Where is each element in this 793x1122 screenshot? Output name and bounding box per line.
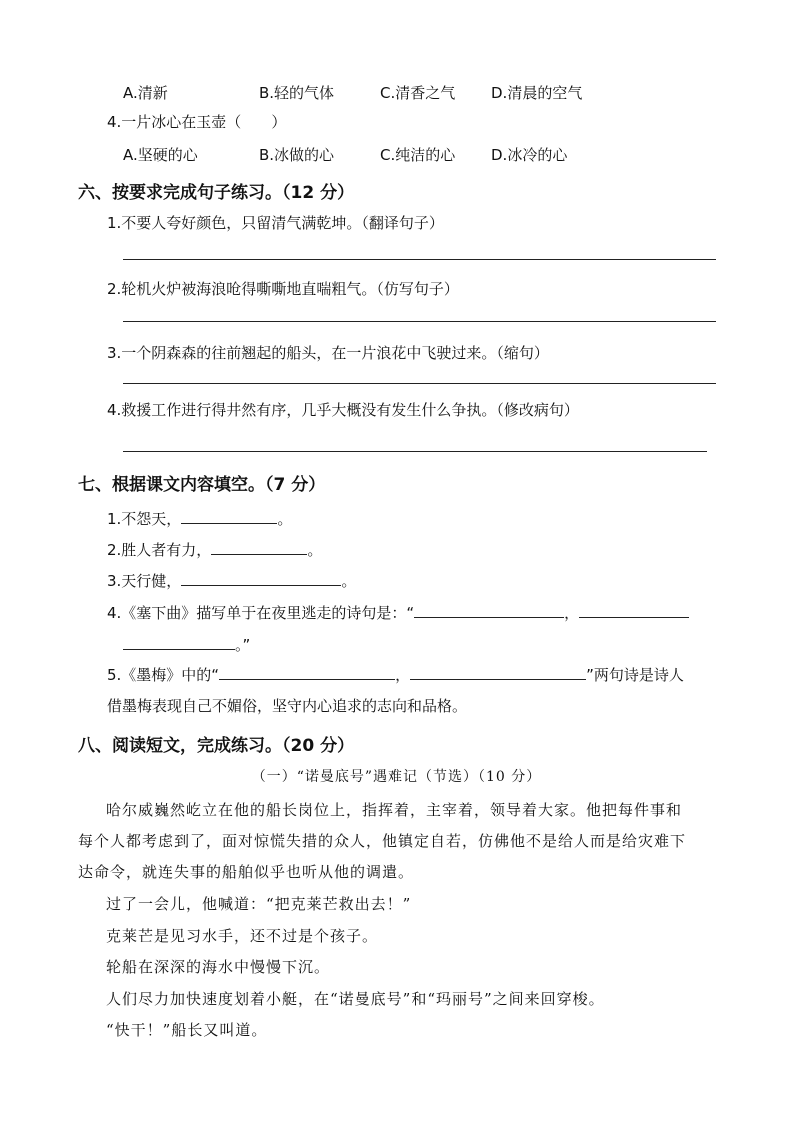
fill-blank[interactable] bbox=[414, 603, 564, 618]
q4-option-c: C.纯洁的心 bbox=[380, 146, 456, 164]
s7-item-5-cont: 借墨梅表现自己不媚俗，坚守内心追求的志向和品格。 bbox=[107, 697, 468, 715]
passage-line: 每个人都考虑到了，面对惊慌失措的众人，他镇定自若，仿佛他不是给人而是给灾难下 bbox=[78, 832, 687, 850]
s7-item-5 bbox=[107, 664, 684, 685]
q4-option-d: D.冰冷的心 bbox=[491, 146, 568, 164]
s7-item-1-text: 1.不怨天， bbox=[107, 510, 182, 528]
passage-line: 轮船在深深的海水中慢慢下沉。 bbox=[106, 958, 331, 976]
q4-option-b: B.冰做的心 bbox=[259, 146, 335, 164]
passage-line: 哈尔威巍然屹立在他的船长岗位上，指挥着，主宰着，领导着大家。他把每件事和 bbox=[106, 801, 683, 819]
fill-blank[interactable] bbox=[181, 571, 341, 586]
s7-item-3-text: 3.天行健， bbox=[107, 572, 182, 590]
section-6-title: 六、按要求完成句子练习。（12 分） bbox=[78, 183, 355, 203]
s7-item-4-end: 。” bbox=[235, 636, 251, 654]
answer-line-3[interactable] bbox=[123, 383, 716, 384]
s7-item-4 bbox=[107, 602, 689, 623]
s7-item-3 bbox=[107, 570, 356, 591]
s7-item-5-text: 5.《墨梅》中的“ bbox=[107, 666, 220, 684]
passage-line: 过了一会儿，他喊道：“把克莱芒救出去！” bbox=[106, 895, 412, 913]
question-4-stem: 4.一片冰心在玉壶（ ） bbox=[107, 113, 287, 131]
s7-item-4-text: 4.《塞下曲》描写单于在夜里逃走的诗句是：“ bbox=[107, 604, 415, 622]
answer-line-1[interactable] bbox=[123, 259, 716, 260]
s7-item-3-end: 。 bbox=[341, 572, 357, 590]
s7-item-4-comma: ， bbox=[564, 604, 580, 622]
answer-line-4[interactable] bbox=[123, 451, 707, 452]
s7-item-1-end: 。 bbox=[277, 510, 293, 528]
passage-line: 达命令，就连失事的船舶似乎也听从他的调遣。 bbox=[78, 863, 415, 881]
answer-line-2[interactable] bbox=[123, 321, 716, 322]
s7-item-5-tail: ”两句诗是诗人 bbox=[586, 666, 684, 684]
q4-option-a: A.坚硬的心 bbox=[123, 146, 198, 164]
s7-item-2-end: 。 bbox=[307, 541, 323, 559]
passage-subtitle: （一）“诺曼底号”遇难记（节选）（10 分） bbox=[251, 769, 542, 785]
passage-line: 人们尽力加快速度划着小艇，在“诺曼底号”和“玛丽号”之间来回穿梭。 bbox=[106, 990, 605, 1008]
option-d: D.清晨的空气 bbox=[491, 84, 583, 102]
option-c: C.清香之气 bbox=[380, 84, 456, 102]
option-b: B.轻的气体 bbox=[259, 84, 335, 102]
fill-blank[interactable] bbox=[181, 509, 277, 524]
fill-blank[interactable] bbox=[410, 665, 586, 680]
s7-item-1 bbox=[107, 508, 292, 529]
fill-blank[interactable] bbox=[579, 603, 689, 618]
s7-item-2 bbox=[107, 539, 322, 560]
s6-item-4: 4.救援工作进行得井然有序，几乎大概没有发生什么争执。（修改病句） bbox=[107, 401, 579, 419]
passage-line: “快干！”船长又叫道。 bbox=[106, 1021, 268, 1039]
fill-blank[interactable] bbox=[211, 540, 307, 555]
section-8-title: 八、阅读短文，完成练习。（20 分） bbox=[78, 736, 355, 756]
fill-blank[interactable] bbox=[219, 665, 395, 680]
s7-item-5-comma: ， bbox=[395, 666, 411, 684]
s7-item-4-cont bbox=[123, 634, 250, 655]
s6-item-1: 1.不要人夸好颜色，只留清气满乾坤。（翻译句子） bbox=[107, 214, 444, 232]
s6-item-3: 3.一个阴森森的往前翘起的船头，在一片浪花中飞驶过来。（缩句） bbox=[107, 344, 549, 362]
option-a: A.清新 bbox=[123, 84, 168, 102]
section-7-title: 七、根据课文内容填空。（7 分） bbox=[78, 475, 326, 495]
s7-item-2-text: 2.胜人者有力， bbox=[107, 541, 212, 559]
s6-item-2: 2.轮机火炉被海浪呛得嘶嘶地直喘粗气。（仿写句子） bbox=[107, 280, 459, 298]
fill-blank[interactable] bbox=[123, 635, 235, 650]
passage-line: 克莱芒是见习水手，还不过是个孩子。 bbox=[106, 927, 379, 945]
